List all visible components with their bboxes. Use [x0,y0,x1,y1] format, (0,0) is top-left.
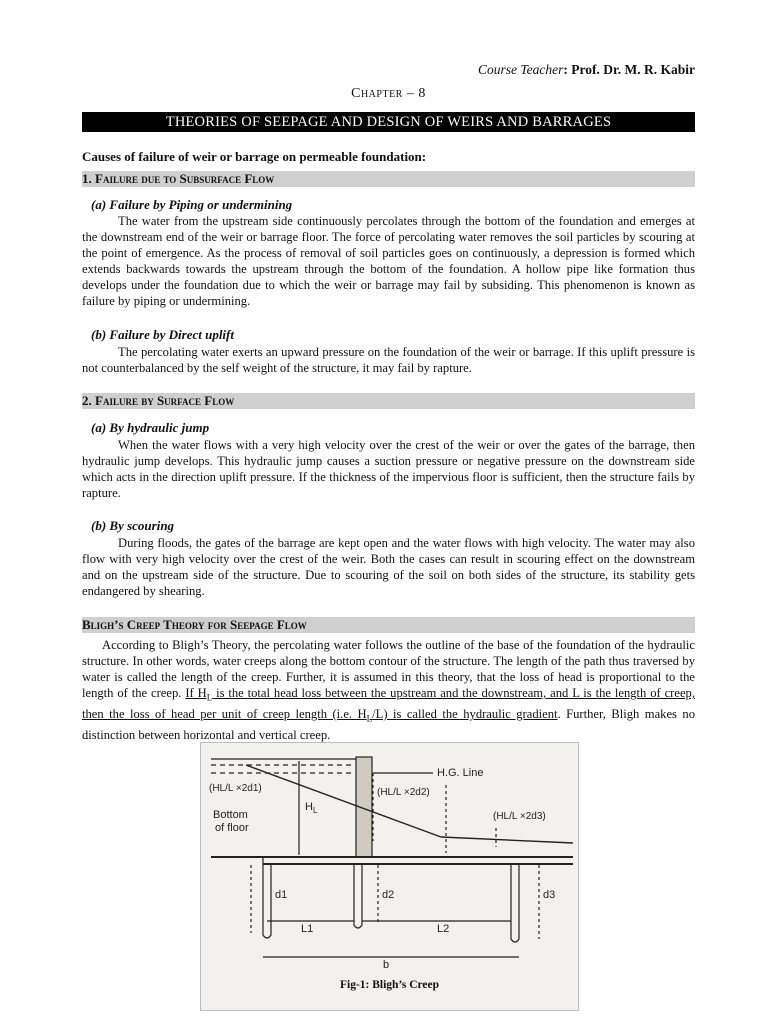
label-l2: L2 [437,923,450,935]
paragraph-scouring [82,535,695,599]
sheet-pile-3 [511,864,519,942]
hydraulic-gradient-line-2 [441,837,573,843]
page-title: THEORIES OF SEEPAGE AND DESIGN OF WEIRS AND BARRAGES [82,112,695,132]
bligh-sub-2: L [366,713,373,724]
sheet-pile-2 [354,864,362,928]
paragraph-piping [82,213,695,310]
label-eq3: (HL/L ×2d3) [493,811,546,822]
section-heading-surface: 2. Failure by Surface Flow [82,393,695,409]
subheading-uplift: (b) Failure by Direct uplift [91,327,234,342]
section-heading-bligh: Bligh’s Creep Theory for Seepage Flow [82,617,695,633]
paragraph-scouring-text: During floods, the gates of the barrage are kept open and the water flows with high velocity. The water may also flow with very high velocity over the crest of the weir. Both the cases can result in scouring effect on the downstream and on the upstream side of the structure. Due to scouring of the soil on both sides of the structure, its stability gets endangered by shearing. [82,536,695,599]
teacher-name: : Prof. Dr. M. R. Kabir [563,62,695,77]
bligh-underlined-1: If H [185,686,207,701]
figure-caption: Fig-1: Bligh’s Creep [339,979,440,991]
label-hl-main: H [305,801,313,813]
bligh-sub-1: L [206,692,213,703]
label-l1: L1 [301,923,314,935]
bligh-text-plain: According to Bligh’s Theory, the percolating water follows the outline of the base of the foundation of the hydraulic structure. In other words, water creeps along the bottom contour of the structure. The length of the path thus traversed by water is called the length of the creep. Further, it is assumed in this theory, that the loss of head is proportional to the length of the creep. [82,638,695,701]
bligh-underlined-3: /L) is called the hydraulic gradient [372,706,558,721]
label-bottom-of-floor-2: of floor [215,822,249,834]
paragraph-hydraulic-jump [82,437,695,501]
section-heading-subsurface: 1. Failure due to Subsurface Flow [82,171,695,187]
paragraph-piping-text: The water from the upstream side continuously percolates through the bottom of the foundation and emerges at the downstream end of the weir or barrage floor. The force of percolating water removes the soil particles by scouring at the point of emergence. As the process of removal of soil particles goes on continuously, a depression is formed which extends backwards towards the upstream through the bottom of the foundation. A hollow pipe like formation thus develops under the foundation due to which the weir or barrage may fail by subsiding. This phenomenon is known as failure by piping or undermining. [82,214,695,309]
subheading-hydraulic-jump: (a) By hydraulic jump [91,420,210,435]
label-d3: d3 [543,889,556,901]
label-eq2: (HL/L ×2d2) [377,787,430,798]
bligh-underlined-2: is the total head loss between the upstream and the downstream, and L is the length of creep, then the loss of head per unit of creep length (i.e. H [82,686,696,721]
course-teacher-line [460,62,695,78]
label-b: b [383,959,390,971]
paragraph-uplift [82,344,695,376]
subheading-piping: (a) Failure by Piping or undermining [91,197,293,212]
label-eq1: (HL/L ×2d1) [209,783,262,794]
label-hl-sub: L [312,806,318,816]
chapter-heading: Chapter – 8 [351,86,426,101]
label-bottom-of-floor-1: Bottom [213,809,248,821]
paragraph-hydraulic-jump-text: When the water flows with a very high velocity over the crest of the weir or over the gates of the barrage, then hydraulic jump develops. This hydraulic jump causes a suction pressure or negative pressure on the downstream side which acts in the direction uplift pressure. If the thickness of the impervious floor is sufficient, then the structure fails by rapture. [82,438,695,501]
hydraulic-gradient-line [246,765,441,837]
paragraph-bligh [82,637,695,743]
subheading-scouring: (b) By scouring [91,518,175,533]
label-hg-line: H.G. Line [437,767,484,779]
figure-bligh-creep [200,742,579,1011]
label-d2: d2 [382,889,395,901]
bligh-creep-diagram [201,743,578,975]
bligh-text-tail: . Further, Bligh makes no distinction between horizontal and vertical creep. [82,706,695,742]
teacher-label: Course Teacher [478,62,564,77]
sheet-pile-1 [263,857,271,938]
label-d1: d1 [275,889,288,901]
paragraph-uplift-text: The percolating water exerts an upward pressure on the foundation of the weir or barrage. If this uplift pressure is not counterbalanced by the self weight of the structure, it may fail by rapture. [82,345,695,376]
causes-heading: Causes of failure of weir or barrage on permeable foundation: [82,149,427,164]
label-hl [305,801,317,815]
